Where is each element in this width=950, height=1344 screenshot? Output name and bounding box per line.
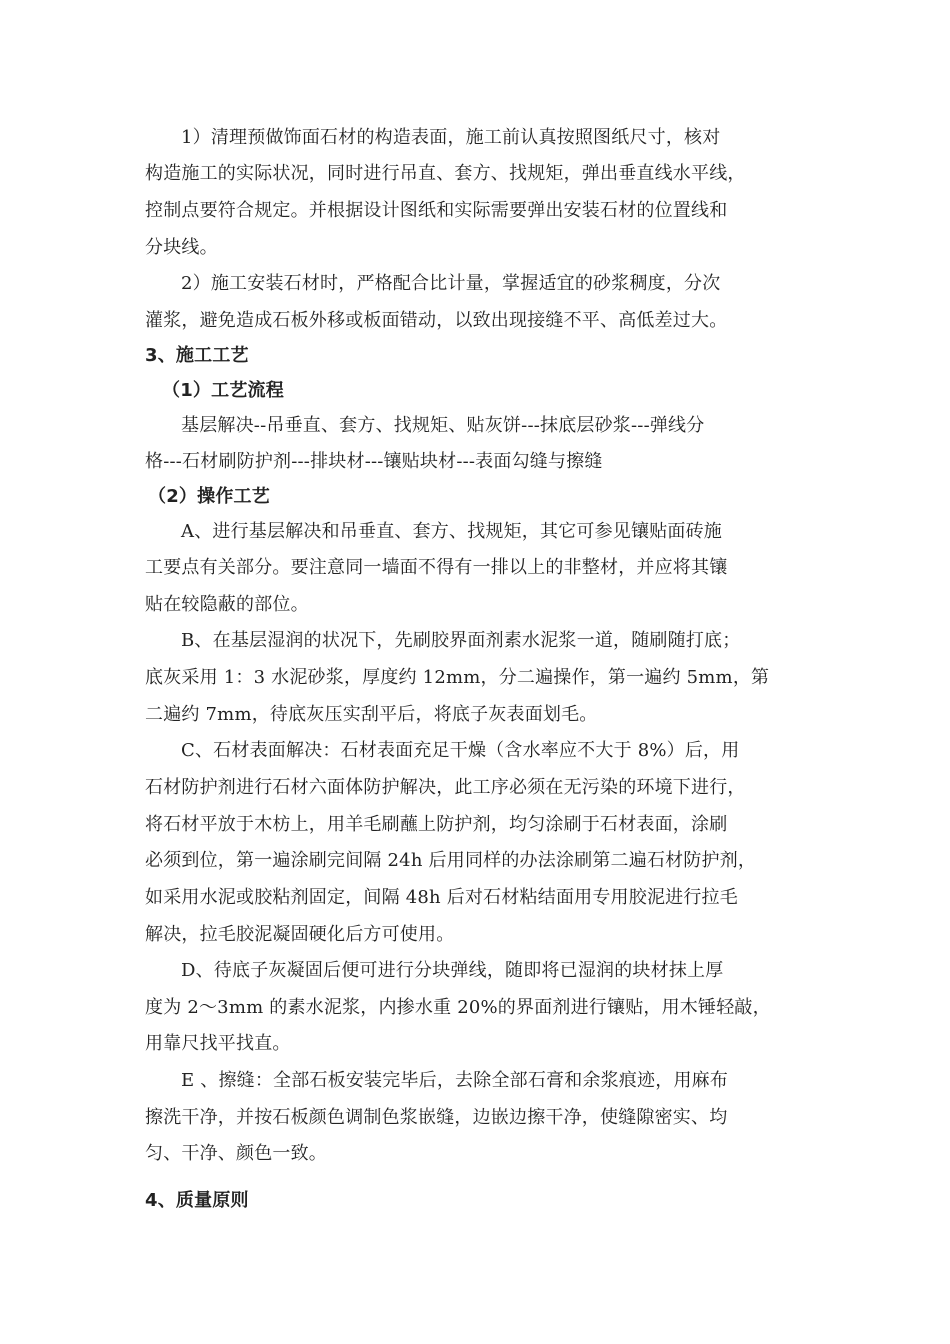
item-a-line-3: 贴在较隐蔽的部位。 [145,594,309,615]
item-d-line-3: 用靠尺找平找直。 [145,1033,291,1054]
item-c-line-3: 将石材平放于木枋上，用羊毛刷蘸上防护剂，均匀涂刷于石材表面，涂刷 [145,814,728,835]
item-c-line-6: 解决，拉毛胶泥凝固硬化后方可使用。 [145,924,455,945]
item-a-line-2: 工要点有关部分。要注意同一墙面不得有一排以上的非整材，并应将其镶 [145,557,728,578]
section-heading-4: 4、质量原则 [145,1190,249,1211]
item-e-line-1: E 、擦缝：全部石板安装完毕后，去除全部石膏和余浆痕迹，用麻布 [181,1070,729,1091]
item-b-line-3: 二遍约 7mm，待底灰压实刮平后，将底子灰表面划毛。 [145,704,598,725]
process-flow-line-2: 格---石材刷防护剂---排块材---镶贴块材---表面勾缝与擦缝 [145,451,603,472]
item-c-line-5: 如采用水泥或胶粘剂固定，间隔 48h 后对石材粘结面用专用胶泥进行拉毛 [145,887,738,908]
item-e-line-3: 匀、干净、颜色一致。 [145,1143,327,1164]
item-d-line-2: 度为 2～3mm 的素水泥浆，内掺水重 20%的界面剂进行镶贴，用木锤轻敲， [145,997,771,1018]
item-b-line-2: 底灰采用 1：3 水泥砂浆，厚度约 12mm，分二遍操作，第一遍约 5mm，第 [145,667,770,688]
item-e-line-2: 擦洗干净，并按石板颜色调制色浆嵌缝，边嵌边擦干净，使缝隙密实、均 [145,1107,728,1128]
paragraph-1-line-2: 构造施工的实际状况，同时进行吊直、套方、找规矩，弹出垂直线水平线， [145,163,746,184]
subheading-process-flow: （1）工艺流程 [162,380,284,401]
paragraph-2-line-2: 灌浆，避免造成石板外移或板面错动，以致出现接缝不平、高低差过大。 [145,310,728,331]
item-c-line-4: 必须到位，第一遍涂刷完间隔 24h 后用同样的办法涂刷第二遍石材防护剂， [145,850,757,871]
item-c-line-2: 石材防护剂进行石材六面体防护解决，此工序必须在无污染的环境下进行， [145,777,746,798]
paragraph-1-line-1: 1）清理预做饰面石材的构造表面，施工前认真按照图纸尺寸，核对 [181,127,721,148]
item-d-line-1: D、待底子灰凝固后便可进行分块弹线，随即将已湿润的块材抹上厚 [181,960,724,981]
paragraph-1-line-4: 分块线。 [145,237,218,258]
paragraph-2-line-1: 2）施工安装石材时，严格配合比计量，掌握适宜的砂浆稠度，分次 [181,273,721,294]
section-heading-3: 3、施工工艺 [145,345,249,366]
subheading-operation: （2）操作工艺 [148,486,270,507]
item-b-line-1: B、在基层湿润的状况下，先刷胶界面剂素水泥浆一道，随刷随打底； [181,630,741,651]
paragraph-1-line-3: 控制点要符合规定。并根据设计图纸和实际需要弹出安装石材的位置线和 [145,200,728,221]
process-flow-line-1: 基层解决--吊垂直、套方、找规矩、贴灰饼---抹底层砂浆---弹线分 [181,415,705,436]
item-a-line-1: A、进行基层解决和吊垂直、套方、找规矩，其它可参见镶贴面砖施 [181,521,722,542]
item-c-line-1: C、石材表面解决：石材表面充足干燥（含水率应不大于 8%）后，用 [181,740,740,761]
